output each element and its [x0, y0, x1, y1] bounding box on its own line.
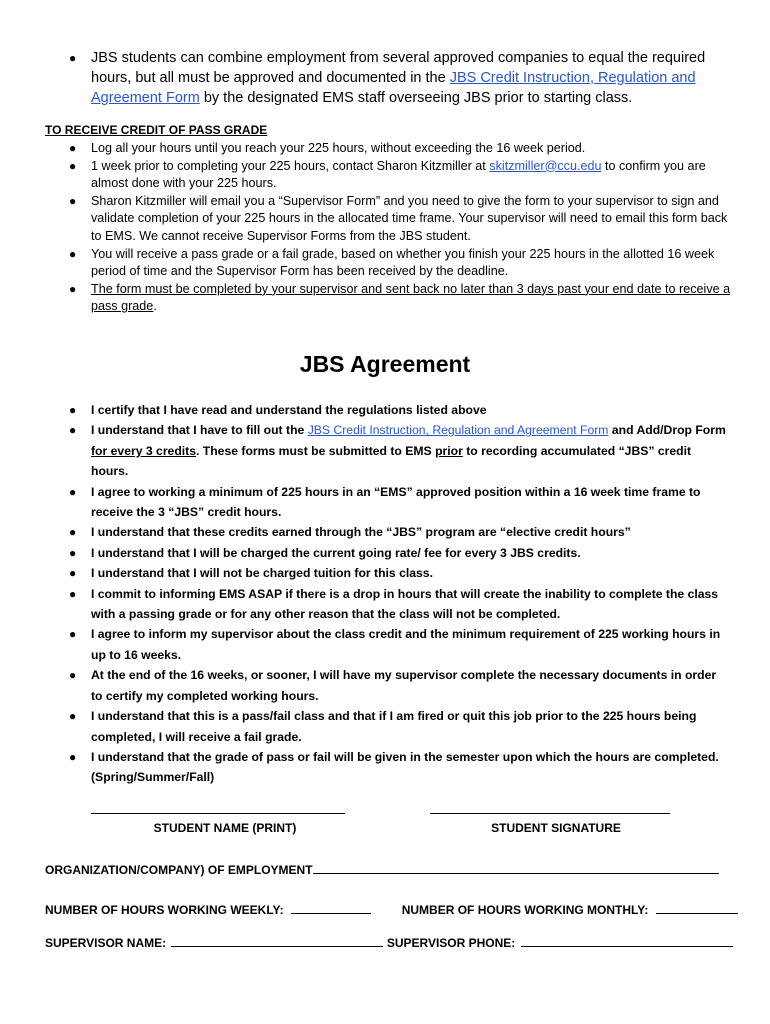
bullet-icon: ●	[69, 423, 77, 438]
item-text: 1 week prior to completing your 225 hours, contact Sharon Kitzmiller at	[91, 158, 490, 173]
item-text: Log all your hours until you reach your 225 hours, without exceeding the 16 week period.	[91, 141, 586, 155]
agreement-title: JBS Agreement	[299, 351, 471, 377]
hours-row	[45, 901, 738, 917]
list-item	[69, 624, 731, 665]
item-text-underlined: for every 3 credits	[91, 443, 197, 458]
item-text: I understand that I will be charged the current going rate/ fee for every 3 JBS credits.	[91, 545, 581, 560]
organization-label: ORGANIZATION/COMPANY) OF EMPLOYMENT	[45, 863, 313, 877]
item-text-underlined: The form must be completed by your supervisor and sent back no later than 3 days past your end date to receive a pass grade	[91, 281, 731, 314]
monthly-hours-field[interactable]	[656, 901, 738, 914]
item-text: I agree to inform my supervisor about the class credit and the minimum requirement of 225 working hours in up to 16 weeks.	[91, 627, 721, 662]
weekly-hours-field[interactable]	[291, 901, 371, 914]
bullet-icon: ●	[69, 566, 77, 581]
bullet-icon: ●	[69, 403, 77, 417]
list-item	[69, 246, 731, 281]
item-text: by the designated EMS staff overseeing JBS prior to starting class.	[199, 90, 633, 106]
bullet-icon: ●	[69, 668, 77, 683]
bullet-icon: ●	[69, 627, 77, 642]
credit-list	[69, 140, 731, 316]
list-item	[69, 584, 731, 625]
bullet-icon: ●	[69, 246, 77, 261]
item-text: At the end of the 16 weeks, or sooner, I will have my supervisor complete the necessary documents in order to certify my completed working hours.	[91, 668, 717, 703]
agreement-form-link[interactable]: JBS Credit Instruction, Regulation and Agreement Form	[91, 70, 696, 106]
bullet-icon: ●	[69, 141, 77, 155]
item-text: . These forms must be submitted to EMS	[196, 443, 436, 458]
bullet-icon: ●	[69, 545, 77, 560]
item-text: I understand that I have to fill out the	[91, 423, 308, 438]
supervisor-phone-field[interactable]	[521, 934, 733, 947]
agreement-list	[69, 400, 731, 788]
bullet-icon: ●	[69, 586, 77, 601]
item-text: .	[153, 299, 157, 314]
bullet-icon: ●	[69, 158, 77, 173]
bullet-icon: ●	[69, 193, 77, 208]
supervisor-name-label: SUPERVISOR NAME:	[45, 936, 167, 950]
list-item	[69, 158, 731, 193]
organization-row	[45, 861, 719, 877]
student-signature-label: STUDENT SIGNATURE	[491, 821, 621, 835]
supervisor-name-field[interactable]	[171, 934, 383, 947]
list-item	[69, 420, 731, 481]
list-item	[69, 665, 731, 706]
item-text: I agree to working a minimum of 225 hours in an “EMS” approved position within a 16 week time frame to receive the 3 “JBS” credit hours.	[91, 484, 701, 520]
list-item	[69, 281, 731, 316]
student-name-label: STUDENT NAME (PRINT)	[153, 821, 297, 835]
item-text: to recording accumulated “JBS” credit hours.	[91, 443, 692, 479]
bullet-icon: ●	[69, 709, 77, 724]
bullet-icon: ●	[69, 281, 77, 296]
supervisor-phone-label: SUPERVISOR PHONE:	[386, 936, 516, 950]
list-item	[69, 482, 731, 523]
list-item	[69, 48, 731, 108]
weekly-hours-label: NUMBER OF HOURS WORKING WEEKLY:	[45, 903, 284, 917]
item-text: I understand that this is a pass/fail class and that if I am fired or quit this job prior to the 225 hours being completed, I will receive a fail grade.	[91, 709, 697, 744]
list-item	[69, 522, 731, 542]
item-text: and Add/Drop Form	[608, 423, 726, 438]
item-text: I commit to informing EMS ASAP if there is a drop in hours that will create the inability to complete the class with a passing grade or for any other reason that the class will not be completed.	[91, 586, 719, 622]
item-text-underlined: prior	[435, 443, 463, 458]
item-text: I understand that I will not be charged tuition for this class.	[91, 566, 433, 581]
student-name-field[interactable]	[91, 813, 345, 814]
agreement-form-link[interactable]: JBS Credit Instruction, Regulation and Agreement Form	[307, 423, 609, 438]
list-item	[69, 563, 731, 583]
student-signature-field[interactable]	[430, 813, 670, 814]
bullet-icon: ●	[69, 749, 77, 764]
list-item	[69, 747, 731, 788]
email-link[interactable]: skitzmiller@ccu.edu	[489, 158, 602, 173]
bullet-icon: ●	[69, 484, 77, 499]
list-item	[69, 543, 731, 563]
organization-field[interactable]	[313, 861, 719, 874]
bullet-icon: ●	[69, 525, 77, 540]
item-text: to confirm you are almost done with your 225 hours.	[91, 158, 706, 191]
top-bullet-list	[69, 48, 731, 108]
bullet-icon: ●	[69, 51, 77, 65]
supervisor-row	[45, 934, 733, 950]
item-text: I certify that I have read and understand the regulations listed above	[91, 403, 487, 417]
credit-heading: TO RECEIVE CREDIT OF PASS GRADE	[45, 123, 268, 137]
monthly-hours-label: NUMBER OF HOURS WORKING MONTHLY:	[401, 903, 649, 917]
item-text: JBS students can combine employment from several approved companies to equal the required hours, but all must be approved and documented in the	[91, 50, 706, 86]
list-item	[69, 400, 731, 420]
list-item	[69, 193, 731, 246]
list-item	[69, 706, 731, 747]
list-item	[69, 140, 731, 158]
item-text: I understand that these credits earned through the “JBS” program are “elective credit hours”	[91, 525, 631, 540]
item-text: You will receive a pass grade or a fail grade, based on whether you finish your 225 hours in the allotted 16 week period of time and the Supervisor Form has been received by the deadline.	[91, 246, 715, 279]
item-text: Sharon Kitzmiller will email you a “Supervisor Form” and you need to give the form to your supervisor to sign and validate completion of your 225 hours in the allocated time frame. Your supervisor will need to email this form back to EMS. We cannot receive Supervisor Forms from the JBS student.	[91, 193, 728, 243]
item-text: I understand that the grade of pass or fail will be given in the semester upon which the hours are completed. (Spring/Summer/Fall)	[91, 749, 719, 785]
